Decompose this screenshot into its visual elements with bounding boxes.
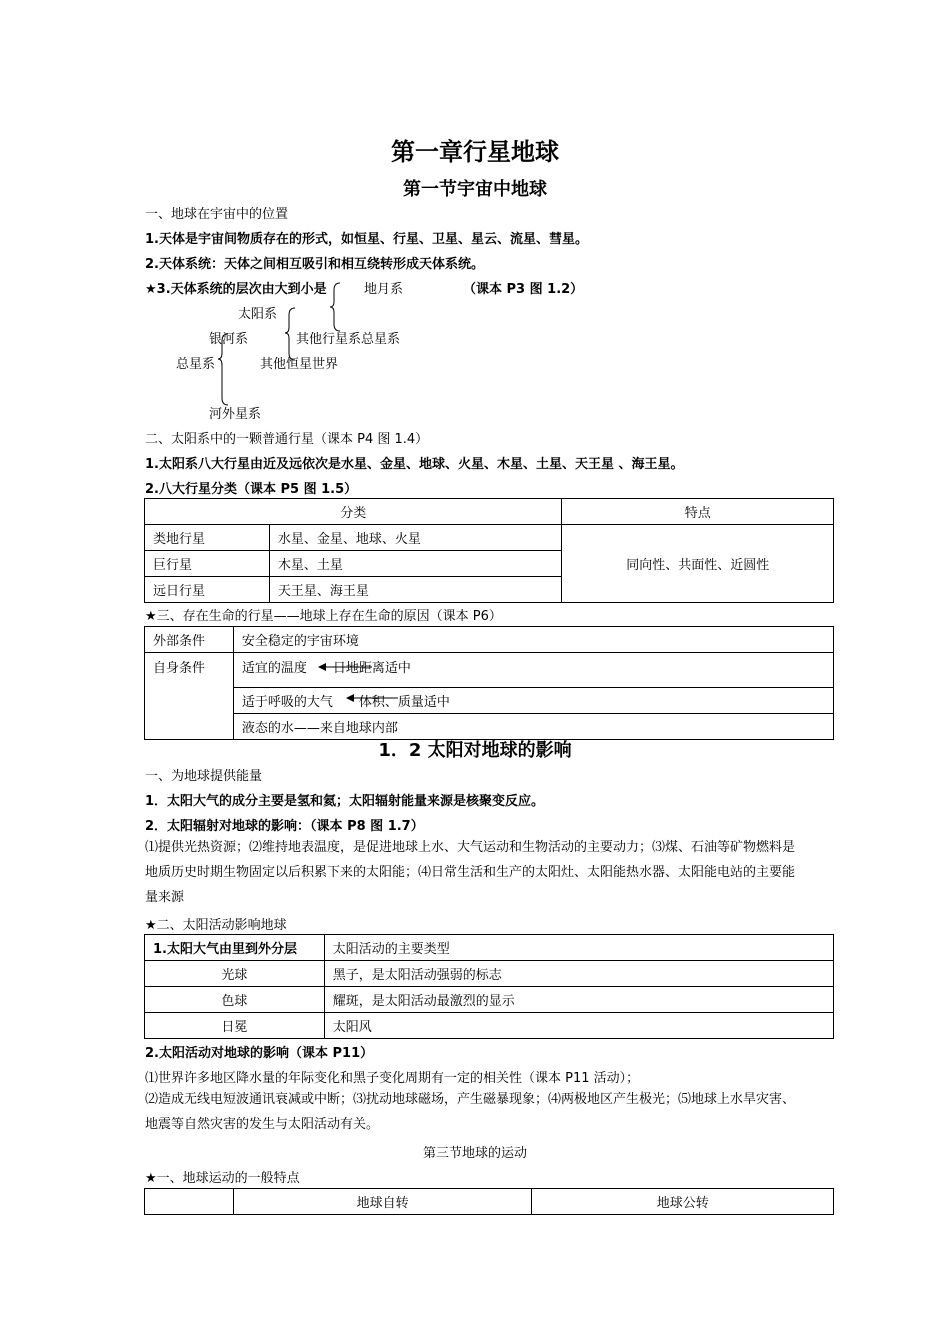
paragraph: 1.太阳系八大行星由近及远依次是水星、金星、地球、火星、木星、土星、天王星 、海王星。: [145, 457, 684, 472]
table-cell: 巨行星: [145, 551, 270, 577]
table-row: [145, 653, 834, 688]
table-cell: [233, 688, 833, 714]
section-title: 第三节地球的运动: [422, 1146, 527, 1161]
table-cell: 光球: [145, 961, 325, 987]
table-row: [145, 688, 834, 714]
paragraph: 1.天体是宇宙间物质存在的形式，如恒星、行星、卫星、星云、流星、彗星。: [145, 232, 588, 247]
table-row: [145, 961, 834, 987]
table-header: 分类: [145, 499, 562, 525]
cell-text: 适于呼吸的大气: [241, 695, 333, 710]
earth-motion-table: [144, 1188, 834, 1215]
paragraph: ⑵造成无线电短波通讯衰减或中断；⑶扰动地球磁场，产生磁暴现象；⑷两极地区产生极光；⑸地球上水旱灾害、地震等自然灾害的发生与太阳活动有关。: [145, 1092, 796, 1132]
heading: ★二、太阳活动影响地球: [145, 918, 287, 933]
table-header: 太阳活动的主要类型: [324, 935, 833, 961]
cell-text: 适宜的温度: [241, 661, 307, 676]
life-table: [144, 626, 834, 740]
table-header: [145, 1189, 234, 1215]
table-cell: 色球: [145, 987, 325, 1013]
cell-text: 日地距离适中: [332, 661, 411, 676]
table-row: [145, 627, 834, 653]
heading: ★三、存在生命的行星——地球上存在生命的原因（课本 P6）: [145, 609, 502, 624]
paragraph: ★3.天体系统的层次由大到小是: [145, 282, 327, 297]
table-header: 1.太阳大气由里到外分层: [145, 935, 325, 961]
table-row: [145, 525, 834, 551]
diagram-label: 其他恒星世界: [260, 357, 339, 372]
diagram-label: 银河系: [209, 332, 249, 347]
diagram-label: 太阳系: [238, 307, 278, 322]
reference: （课本 P3 图 1.2）: [463, 282, 584, 297]
table-header: 特点: [562, 499, 834, 525]
heading: 二、太阳系中的一颗普通行星（课本 P4 图 1.4）: [145, 432, 429, 447]
table-cell: 液态的水——来自地球内部: [233, 714, 833, 740]
diagram-label: 总星系: [176, 357, 216, 372]
paragraph: 2.天体系统：天体之间相互吸引和相互绕转形成天体系统。: [145, 257, 484, 272]
table-cell: [233, 653, 833, 688]
section-title: 第一节宇宙中地球: [403, 179, 547, 200]
section-title: 1．2 太阳对地球的影响: [378, 740, 572, 761]
solar-activity-table: [144, 934, 834, 1039]
diagram-label: 其他行星系总星系: [296, 332, 401, 347]
cell-text: 体积、质量适中: [358, 695, 450, 710]
table-cell: 安全稳定的宇宙环境: [233, 627, 833, 653]
paragraph: 2．太阳辐射对地球的影响：（课本 P8 图 1.7）: [145, 819, 424, 834]
planet-table: [144, 498, 834, 603]
diagram-label: 地月系: [364, 282, 404, 297]
table-cell: 木星、土星: [269, 551, 562, 577]
table-cell: 同向性、共面性、近圆性: [562, 525, 834, 603]
heading: ★一、地球运动的一般特点: [145, 1171, 300, 1186]
table-row: [145, 1189, 834, 1215]
paragraph: ⑴世界许多地区降水量的年际变化和黑子变化周期有一定的相关性（课本 P11 活动）；: [145, 1071, 640, 1086]
table-cell: 太阳风: [324, 1013, 833, 1039]
paragraph: ⑴提供光热资源；⑵维持地表温度，是促进地球上水、大气运动和生物活动的主要动力；⑶煤、石油等矿物燃料是地质历史时期生物固定以后积累下来的太阳能；⑷日常生活和生产的太阳灶、太阳能热水器、太阳能电站的主要能量来源: [145, 840, 796, 905]
chapter-title: 第一章行星地球: [391, 138, 559, 166]
table-row: [145, 1013, 834, 1039]
table-cell: 耀斑，是太阳活动最激烈的显示: [324, 987, 833, 1013]
table-header: 地球公转: [532, 1189, 834, 1215]
table-cell: 自身条件: [145, 653, 234, 740]
table-cell: 水星、金星、地球、火星: [269, 525, 562, 551]
table-cell: 类地行星: [145, 525, 270, 551]
table-cell: 外部条件: [145, 627, 234, 653]
paragraph: 1．太阳大气的成分主要是氢和氦；太阳辐射能量来源是核聚变反应。: [145, 794, 545, 809]
table-row: [145, 987, 834, 1013]
table-cell: 天王星、海王星: [269, 577, 562, 603]
table-cell: 远日行星: [145, 577, 270, 603]
table-row: [145, 935, 834, 961]
table-cell: 黑子，是太阳活动强弱的标志: [324, 961, 833, 987]
table-cell: 日冕: [145, 1013, 325, 1039]
paragraph: 2.八大行星分类（课本 P5 图 1.5）: [145, 482, 358, 497]
diagram-label: 河外星系: [209, 407, 262, 422]
heading: 一、为地球提供能量: [145, 769, 263, 784]
table-header: 地球自转: [233, 1189, 532, 1215]
heading: 一、地球在宇宙中的位置: [145, 207, 289, 222]
paragraph: 2.太阳活动对地球的影响（课本 P11）: [145, 1046, 374, 1061]
